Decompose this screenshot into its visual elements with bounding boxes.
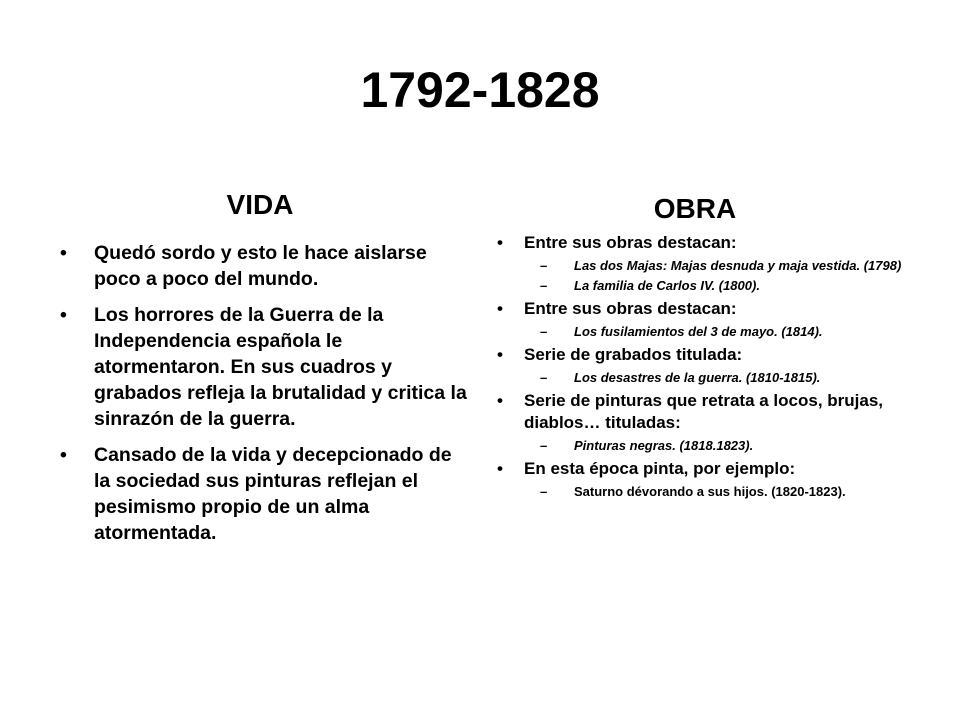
obra-sublist [524,324,917,339]
obra-sublist [524,258,917,293]
dash-icon: – [540,278,548,293]
obra-subitem [497,438,917,453]
obra-item [497,232,917,293]
bullet-icon: • [497,391,503,410]
bullet-icon: • [60,304,67,326]
bullet-icon: • [60,242,67,264]
obra-subitem-text: La familia de Carlos IV. (1800). [574,278,760,293]
obra-item [497,344,917,385]
dash-icon: – [540,324,548,339]
vida-list [60,240,470,556]
obra-item-text: Entre sus obras destacan: [524,299,737,318]
bullet-icon: • [497,459,503,478]
obra-sublist [524,484,917,499]
obra-sublist [524,438,917,453]
vida-heading: VIDA [226,189,294,220]
obra-subitem [497,324,917,339]
dash-icon: – [540,484,548,499]
obra-list [497,232,917,504]
vida-item-text: Los horrores de la Guerra de la Independencia española le atormentaron. En sus cuadros y grabados refleja la brutalidad y critica la sinrazón de la guerra. [94,304,467,430]
obra-item [497,458,917,499]
obra-subitem [497,484,917,499]
obra-subitem-text: Los desastres de la guerra. (1810-1815). [574,370,821,385]
bullet-icon: • [60,444,67,466]
obra-subitem [497,258,917,273]
dash-icon: – [540,438,548,453]
vida-item [60,240,470,292]
obra-subitem-text: Los fusilamientos del 3 de mayo. (1814). [574,324,823,339]
obra-item-text: Entre sus obras destacan: [524,233,737,252]
obra-subitem [497,278,917,293]
bullet-icon: • [497,345,503,364]
dash-icon: – [540,370,548,385]
obra-item-text: Serie de pinturas que retrata a locos, brujas, diablos… tituladas: [524,391,884,432]
obra-subitem-text: Saturno dévorando a sus hijos. (1820-1823). [574,484,846,499]
obra-subitem-text: Pinturas negras. (1818.1823). [574,438,754,453]
vida-item [60,302,470,432]
vida-item-text: Quedó sordo y esto le hace aislarse poco a poco del mundo. [94,242,427,290]
vida-item [60,442,470,546]
obra-subitem-text: Las dos Majas: Majas desnuda y maja vestida. (1798) [574,258,902,273]
vida-item-text: Cansado de la vida y decepcionado de la sociedad sus pinturas reflejan el pesimismo propio de un alma atormentada. [94,444,452,544]
obra-item-text: Serie de grabados titulada: [524,345,743,364]
bullet-icon: • [497,299,503,318]
obra-heading: OBRA [653,193,737,224]
obra-sublist [524,370,917,385]
obra-item [497,298,917,339]
obra-subitem [497,370,917,385]
obra-item-text: En esta época pinta, por ejemplo: [524,459,796,478]
bullet-icon: • [497,233,503,252]
dash-icon: – [540,258,548,273]
slide-title: 1792-1828 [360,62,600,118]
obra-item [497,390,917,453]
